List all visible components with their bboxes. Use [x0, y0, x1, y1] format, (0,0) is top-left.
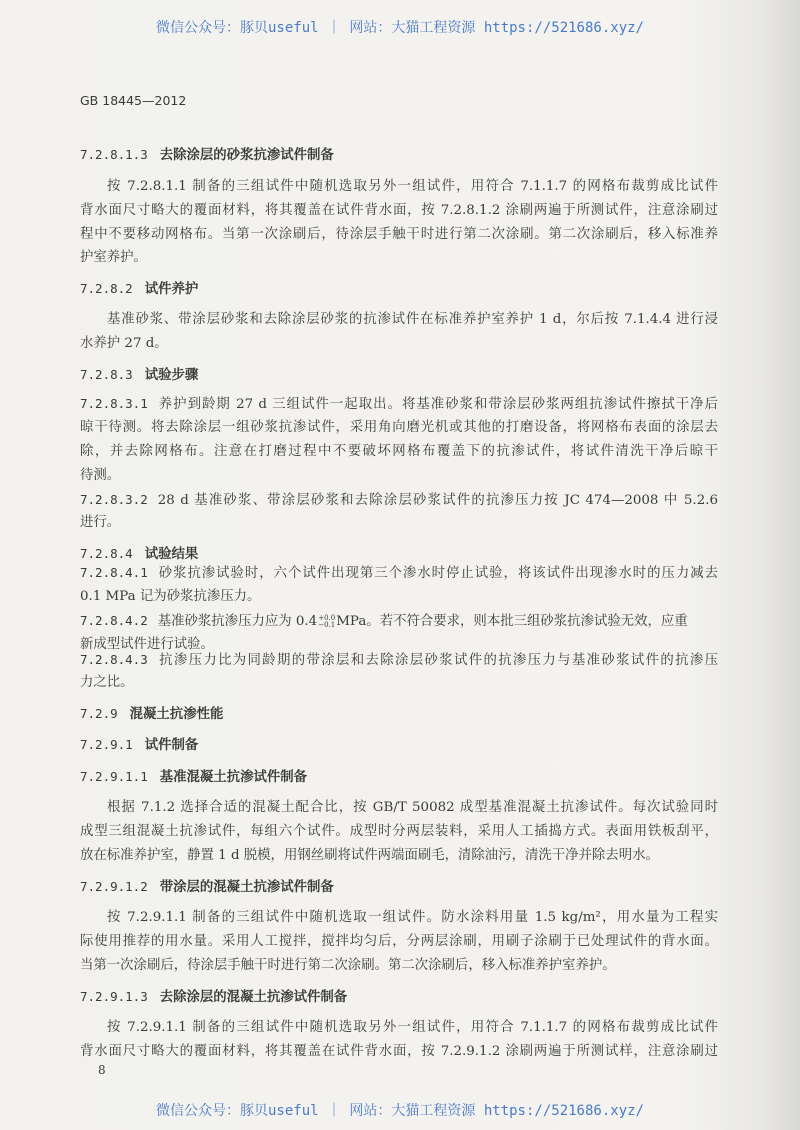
paragraph-line: [80, 490, 718, 511]
heading-7-2-9-1: [80, 735, 198, 755]
heading-7-2-8-3: [80, 365, 198, 385]
clause-text: 砂浆抗渗试验时，六个试件出现第三个渗水时停止试验，将该试件出现渗水时的压力减去: [157, 566, 718, 581]
section-number: 7.2.8.2: [80, 281, 133, 296]
paragraph-line: 背水面尺寸略大的覆面材料，将其覆盖在试件背水面，按 7.2.9.1.2 涂刷两遍于所测试样，注意涂刷过: [80, 1044, 718, 1059]
tolerance: [318, 615, 335, 629]
paragraph-line: 水养护 27 d。: [80, 336, 168, 351]
section-title: 试验步骤: [144, 367, 199, 383]
paragraph-line: 按 7.2.8.1.1 制备的三组试件中随机选取另外一组试件，用符合 7.1.1.7 的网格布裁剪成比试件: [107, 179, 718, 194]
paragraph-line: 际使用推荐的用水量。采用人工搅拌，搅拌均匀后，分两层涂刷，用刷子涂刷于已处理试件的背水面。: [80, 934, 718, 949]
tolerance-minus: −0.1: [318, 620, 336, 629]
paragraph-line: 按 7.2.9.1.1 制备的三组试件中随机选取一组试件。防水涂料用量 1.5 kg/m²，用水量为工程实: [107, 910, 718, 925]
tolerance-plus: +0.0: [318, 613, 336, 622]
paragraph-line: [80, 394, 718, 415]
heading-7-2-9-1-1: [80, 767, 307, 787]
paragraph-line: 力之比。: [80, 675, 134, 690]
paragraph-line: [80, 650, 718, 671]
clause-number: 7.2.8.4.2: [80, 613, 148, 628]
paragraph-line: 晾干待测。将去除涂层一组砂浆抗渗试件，采用角向磨光机或其他的打磨设备，将网格布表面的涂层去: [80, 420, 718, 435]
section-title: 去除涂层的砂浆抗渗试件制备: [159, 147, 334, 163]
section-number: 7.2.9: [80, 706, 118, 721]
clause-text: 基准砂浆抗渗压力应为 0.4: [157, 614, 318, 629]
paragraph-line: 除，并去除网格布。注意在打磨过程中不要破坏网格布覆盖下的抗渗试件，将试件清洗干净后晾干: [80, 444, 718, 459]
paragraph-line: 成型三组混凝土抗渗试件，每组六个试件。成型时分两层装料，采用人工插捣方式。表面用铁板刮平，: [80, 824, 718, 839]
paragraph-line: 当第一次涂刷后，待涂层手触干时进行第二次涂刷。第二次涂刷后，移入标准养护室养护。: [80, 958, 616, 973]
paragraph-line: 根据 7.1.2 选择合适的混凝土配合比，按 GB/T 50082 成型基准混凝土抗渗试件。每次试验同时: [107, 800, 718, 815]
page-number: 8: [98, 1063, 106, 1077]
watermark-bottom: 微信公众号：豚贝useful ｜ 网站：大猫工程资源 https://521686.xyz/: [155, 1103, 644, 1119]
heading-7-2-9-1-3: [80, 987, 347, 1007]
paragraph-line: 程中不要移动网格布。当第一次涂刷后，待涂层手触干时进行第二次涂刷。第二次涂刷后，移入标准养: [80, 227, 718, 242]
clause-number: 7.2.8.4.1: [80, 565, 148, 580]
section-number: 7.2.9.1.1: [80, 769, 148, 784]
paragraph-line: 基准砂浆、带涂层砂浆和去除涂层砂浆的抗渗试件在标准养护室养护 1 d，尔后按 7.1.4.4 进行浸: [107, 312, 718, 327]
section-title: 带涂层的混凝土抗渗试件制备: [159, 879, 334, 895]
paragraph-line: 新成型试件进行试验。: [80, 637, 214, 652]
heading-7-2-8-4: [80, 544, 198, 564]
paragraph-line: 护室养护。: [80, 250, 147, 265]
section-title: 混凝土抗渗性能: [129, 706, 224, 722]
section-number: 7.2.9.1: [80, 737, 133, 752]
heading-7-2-8-2: [80, 279, 198, 299]
section-title: 试件养护: [144, 281, 199, 297]
clause-number: 7.2.8.3.2: [80, 492, 148, 507]
document-code: GB 18445—2012: [80, 93, 187, 108]
paragraph-line: 进行。: [80, 515, 121, 530]
section-title: 试验结果: [144, 546, 199, 562]
heading-7-2-9: [80, 704, 223, 724]
paragraph-line: [80, 563, 718, 584]
paragraph-line: 待测。: [80, 468, 121, 483]
paragraph-line: 背水面尺寸略大的覆面材料，将其覆盖在试件背水面，按 7.2.8.1.2 涂刷两遍于所测试件，注意涂刷过: [80, 203, 718, 218]
heading-7-2-8-1-3: [80, 145, 334, 165]
paragraph-line: [80, 611, 688, 632]
paragraph-line: 0.1 MPa 记为砂浆抗渗压力。: [80, 589, 261, 604]
paragraph-line: 按 7.2.9.1.1 制备的三组试件中随机选取另外一组试件，用符合 7.1.1.7 的网格布裁剪成比试件: [107, 1020, 718, 1035]
clause-text: 抗渗压力比为同龄期的带涂层和去除涂层砂浆试件的抗渗压力与基准砂浆试件的抗渗压: [157, 653, 718, 668]
clause-number: 7.2.8.3.1: [80, 396, 148, 411]
section-title: 基准混凝土抗渗试件制备: [159, 769, 308, 785]
section-number: 7.2.8.4: [80, 546, 133, 561]
section-number: 7.2.9.1.3: [80, 989, 148, 1004]
clause-text: 28 d 基准砂浆、带涂层砂浆和去除涂层砂浆试件的抗渗压力按 JC 474—2008 中 5.2.6: [157, 493, 718, 508]
section-title: 去除涂层的混凝土抗渗试件制备: [159, 989, 348, 1005]
clause-text: MPa。若不符合要求，则本批三组砂浆抗渗试验无效，应重: [336, 614, 688, 629]
section-number: 7.2.8.3: [80, 367, 133, 382]
section-title: 试件制备: [144, 737, 199, 753]
heading-7-2-9-1-2: [80, 877, 334, 897]
paragraph-line: 放在标准养护室，静置 1 d 脱模，用钢丝刷将试件两端面刷毛，清除油污，清洗干净并除去明水。: [80, 848, 659, 863]
clause-text: 养护到龄期 27 d 三组试件一起取出。将基准砂浆和带涂层砂浆两组抗渗试件擦拭干净后: [157, 397, 718, 412]
clause-number: 7.2.8.4.3: [80, 652, 148, 667]
section-number: 7.2.8.1.3: [80, 147, 148, 162]
section-number: 7.2.9.1.2: [80, 879, 148, 894]
watermark-top: 微信公众号：豚贝useful ｜ 网站：大猫工程资源 https://521686.xyz/: [155, 20, 644, 36]
